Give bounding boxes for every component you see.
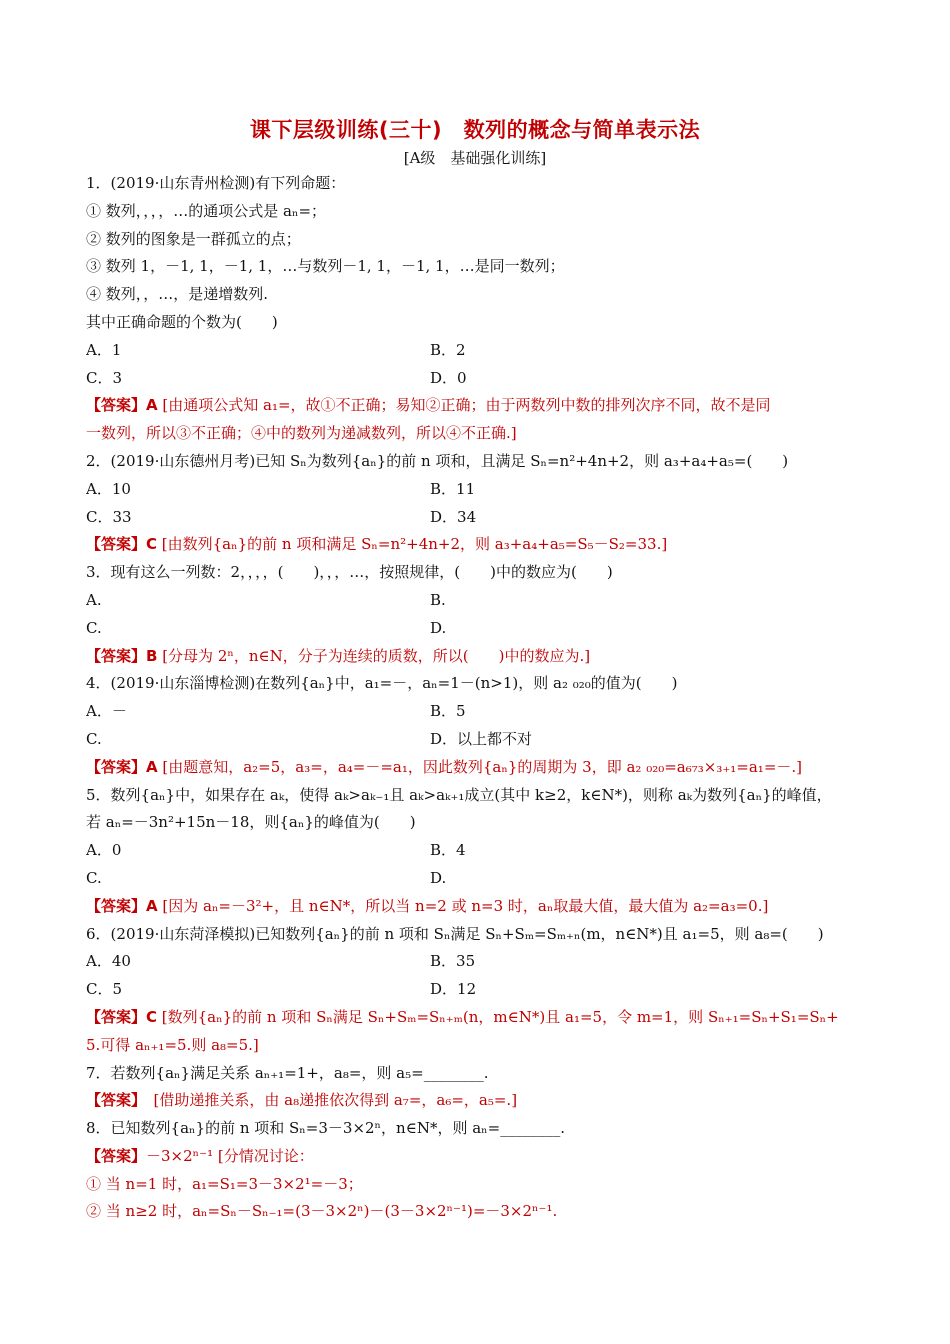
option-right: B．2 [430, 340, 466, 359]
answer-tag: 【答案】 [86, 1146, 147, 1165]
options-row [86, 865, 876, 893]
answer-text: [借助递推关系，由 a₈递推依次得到 a₇=，a₆=，a₅=.] [138, 1091, 518, 1110]
answer-text: ② 当 n≥2 时，aₙ=Sₙ－Sₙ₋₁=(3－3×2ⁿ)－(3－3×2ⁿ⁻¹)=－3×2ⁿ⁻¹. [86, 1202, 558, 1221]
option-left: A．－ [86, 702, 127, 721]
answer-line [86, 893, 876, 921]
option-right: D．0 [430, 368, 467, 387]
options-row [86, 587, 876, 615]
page-title: 课下层级训练(三十) 数列的概念与简单表示法 [249, 118, 701, 142]
option-left: A．1 [86, 340, 122, 359]
option-right: B．11 [430, 479, 476, 498]
question-line: 3．现有这么一列数：2，，，，( )，，，…，按照规律，( )中的数应为( ) [86, 563, 613, 582]
option-left: C．3 [86, 368, 123, 387]
option-left: A．0 [86, 841, 122, 860]
answer-text: －3×2ⁿ⁻¹ [分情况讨论： [146, 1146, 314, 1165]
option-left: A．40 [86, 952, 131, 971]
question-line: 其中正确命题的个数为( ) [86, 312, 278, 331]
question-line: 1．(2019·山东青州检测)有下列命题： [86, 174, 346, 192]
option-left: C．5 [86, 980, 123, 999]
question-line: 2．(2019·山东德州月考)已知 Sₙ为数列{aₙ}的前 n 项和，且满足 Sₙ=n²+4n+2，则 a₃+a₄+a₅=( ) [86, 451, 789, 470]
answer-tag: 【答案】A [86, 396, 158, 415]
option-left: C．33 [86, 507, 132, 526]
option-right: B. [430, 590, 446, 609]
option-right: D．34 [430, 507, 477, 526]
answer-line [86, 1143, 876, 1171]
option-right: B．5 [430, 702, 466, 721]
option-right: D．以上都不对 [430, 729, 533, 748]
options-row [86, 698, 876, 726]
answer-line [86, 643, 876, 671]
options-row [86, 476, 876, 504]
section-subtitle: [A级 基础强化训练] [403, 149, 547, 167]
answer-line [86, 1032, 876, 1060]
answer-tag: 【答案】B [86, 646, 158, 665]
options-row [86, 615, 876, 643]
options-row [86, 837, 876, 865]
answer-text: [由通项公式知 a₁=，故①不正确；易知②正确；由于两数列中数的排列次序不同，故不是同 [157, 396, 771, 415]
answer-text: [因为 aₙ=－3²+，且 n∈N*，所以当 n=2 或 n=3 时，aₙ取最大值，最大值为 a₂=a₃=0.] [157, 896, 769, 915]
option-right: D．12 [430, 980, 477, 999]
answer-line [86, 1004, 876, 1032]
answer-text: [数列{aₙ}的前 n 项和 Sₙ满足 Sₙ+Sₘ=Sₙ₊ₘ(n，m∈N*)且 a₁=5，令 m=1，则 Sₙ₊₁=Sₙ+S₁=Sₙ+ [157, 1007, 839, 1026]
question-line: ② 数列的图象是一群孤立的点； [86, 229, 301, 248]
answer-text: 5.可得 aₙ₊₁=5.则 a₈=5.] [86, 1035, 259, 1054]
option-left: A．10 [86, 479, 131, 498]
document-body [86, 170, 876, 1226]
answer-tag: 【答案】 [86, 1091, 139, 1110]
options-row [86, 504, 876, 532]
answer-text: 一数列，所以③不正确；④中的数列为递减数列，所以④不正确.] [86, 424, 517, 443]
option-right: D. [430, 868, 447, 887]
options-row [86, 337, 876, 365]
option-left: C. [86, 618, 102, 637]
answer-text: [分母为 2ⁿ，n∈N，分子为连续的质数，所以( )中的数应为.] [157, 646, 591, 665]
answer-tag: 【答案】A [86, 896, 158, 915]
option-right: B．35 [430, 952, 476, 971]
answer-line [86, 754, 876, 782]
answer-text: ① 当 n=1 时，a₁=S₁=3－3×2¹=－3； [86, 1174, 363, 1193]
option-left: C. [86, 729, 102, 748]
options-row [86, 726, 876, 754]
question-line: 7．若数列{aₙ}满足关系 aₙ₊₁=1+，a₈=，则 a₅=________. [86, 1063, 489, 1082]
answer-line [86, 392, 876, 420]
options-row [86, 365, 876, 393]
answer-tag: 【答案】C [86, 1007, 158, 1026]
question-line: 5．数列{aₙ}中，如果存在 aₖ，使得 aₖ>aₖ₋₁且 aₖ>aₖ₊₁成立(其中 k≥2，k∈N*)，则称 aₖ为数列{aₙ}的峰值， [86, 785, 832, 804]
option-right: B．4 [430, 841, 466, 860]
answer-tag: 【答案】A [86, 757, 158, 776]
options-row [86, 948, 876, 976]
answer-text: [由数列{aₙ}的前 n 项和满足 Sₙ=n²+4n+2，则 a₃+a₄+a₅=S₅－S₂=33.] [157, 535, 668, 554]
answer-line [86, 1198, 876, 1226]
answer-line [86, 1087, 876, 1115]
answer-line [86, 420, 876, 448]
question-line: 若 aₙ=－3n²+15n－18，则{aₙ}的峰值为( ) [86, 813, 416, 832]
question-line: ① 数列，，，，…的通项公式是 aₙ=； [86, 201, 327, 220]
question-line: ④ 数列，，…，是递增数列. [86, 285, 269, 304]
question-line: 8．已知数列{aₙ}的前 n 项和 Sₙ=3－3×2ⁿ，n∈N*，则 aₙ=________. [86, 1119, 565, 1138]
option-left: C. [86, 868, 102, 887]
option-right: D. [430, 618, 447, 637]
question-line: ③ 数列 1，－1, 1，－1, 1，…与数列－1, 1，－1, 1，…是同一数列； [86, 257, 565, 276]
answer-text: [由题意知，a₂=5，a₃=，a₄=－=a₁，因此数列{aₙ}的周期为 3，即 a₂ ₀₂₀=a₆₇₃×₃₊₁=a₁=－.] [157, 757, 803, 776]
answer-line [86, 531, 876, 559]
answer-line [86, 1171, 876, 1199]
option-left: A. [86, 590, 102, 609]
question-line: 4．(2019·山东淄博检测)在数列{aₙ}中，a₁=－，aₙ=1－(n>1)，则 a₂ ₀₂₀的值为( ) [86, 674, 678, 693]
question-line: 6．(2019·山东菏泽模拟)已知数列{aₙ}的前 n 项和 Sₙ满足 Sₙ+Sₘ=Sₘ₊ₙ(m，n∈N*)且 a₁=5，则 a₈=( ) [86, 924, 824, 943]
answer-tag: 【答案】C [86, 535, 158, 554]
options-row [86, 976, 876, 1004]
